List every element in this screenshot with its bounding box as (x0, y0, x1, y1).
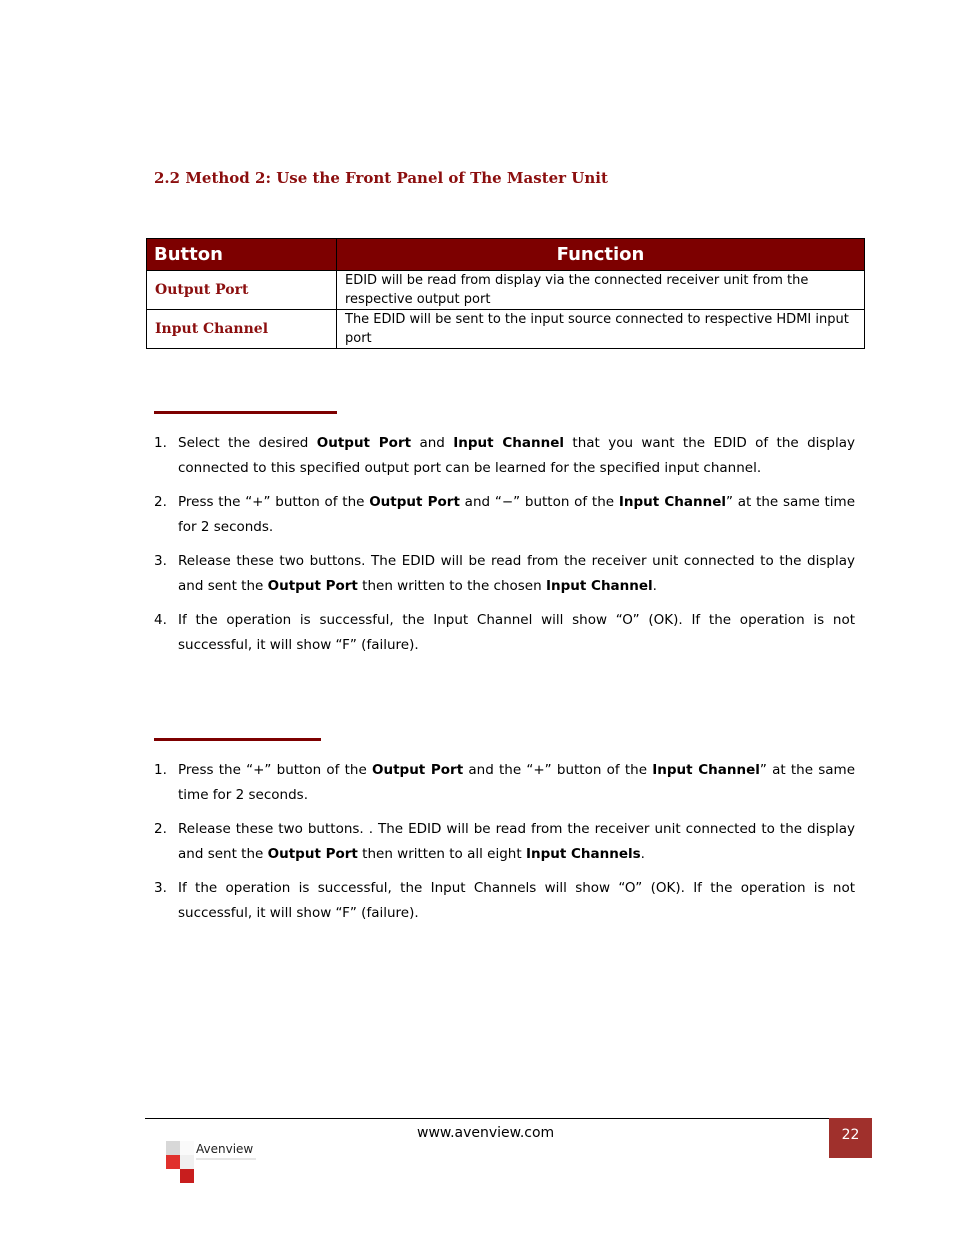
list-item (154, 817, 855, 867)
list-item-text: and the “+” button of the (463, 762, 653, 778)
list-item-text: then written to all eight (357, 846, 526, 862)
page-number: 22 (829, 1118, 872, 1158)
list-item-number: 3. (154, 553, 167, 569)
section-heading: 2.2 Method 2: Use the Front Panel of The Master Unit (154, 169, 608, 187)
list-item-emphasis: Input Channel (652, 762, 760, 778)
list-item-text: If the operation is successful, the Input Channels will show “O” (OK). If the operation is not successful, it will show “F” (failure). (178, 880, 855, 921)
list-item-emphasis: Input Channel (618, 494, 727, 510)
list-item-number: 2. (154, 494, 167, 510)
list-item-text: ” at the same time for 2 seconds. (178, 762, 856, 803)
list-item-number: 4. (154, 612, 167, 628)
list-item (154, 431, 855, 481)
list-item-emphasis: Input Channel (545, 578, 653, 594)
list-item-emphasis: Input Channels (525, 846, 641, 862)
list-item (154, 490, 855, 540)
list-item-emphasis: Output Port (369, 494, 460, 510)
list-item-text: . (640, 846, 645, 862)
list-item-text: ” at the same time for 2 seconds. (178, 494, 856, 535)
list-item-text: . (652, 578, 657, 594)
footer-url: www.avenview.com (417, 1125, 555, 1141)
list-item (154, 608, 855, 658)
footer-divider (145, 1118, 871, 1119)
list-item-number: 1. (154, 435, 167, 451)
table-row (147, 310, 865, 349)
logo-text: Avenview (196, 1142, 254, 1156)
list-item (154, 876, 855, 926)
button-function-table (146, 238, 865, 349)
list-item-emphasis: Input Channel (453, 435, 565, 451)
list-item-text: Press the “+” button of the (178, 494, 370, 510)
list-item-text: Press the “+” button of the (178, 762, 372, 778)
list-item (154, 549, 855, 599)
list-item-emphasis: Output Port (267, 578, 358, 594)
list-item-text: Select the desired (178, 435, 317, 451)
table-cell-button: Output Port (147, 271, 337, 310)
list-item-number: 2. (154, 821, 167, 837)
list-item-text: that you want the EDID of the display connected to this specified output port can be learned for the specified input channel. (178, 435, 856, 476)
section-divider (154, 411, 337, 414)
list-item-text: and (411, 435, 454, 451)
list-item-text: Release these two buttons. The EDID will be read from the receiver unit connected to the display and sent the (178, 553, 855, 594)
section-divider (154, 738, 321, 741)
table-cell-button: Input Channel (147, 310, 337, 349)
list-item-emphasis: Output Port (371, 762, 464, 778)
table-row (147, 271, 865, 310)
table-header-button: Button (147, 239, 337, 271)
list-item-emphasis: Output Port (316, 435, 412, 451)
list-item-text: then written to the chosen (357, 578, 546, 594)
list-item-text: Release these two buttons. . The EDID will be read from the receiver unit connected to the display and sent the (178, 821, 855, 862)
table-cell-function: The EDID will be sent to the input source connected to respective HDMI input port (337, 310, 865, 349)
list-item-text: and “−” button of the (459, 494, 619, 510)
list-item (154, 758, 855, 808)
table-cell-function: EDID will be read from display via the connected receiver unit from the respective output port (337, 271, 865, 310)
list-item-number: 1. (154, 762, 167, 778)
list-item-text: If the operation is successful, the Input Channel will show “O” (OK). If the operation is not successful, it will show “F” (failure). (178, 612, 855, 653)
procedure-list-all (154, 758, 855, 935)
procedure-list-single (154, 431, 855, 667)
list-item-emphasis: Output Port (267, 846, 358, 862)
list-item-number: 3. (154, 880, 167, 896)
table-header-function: Function (337, 239, 865, 271)
